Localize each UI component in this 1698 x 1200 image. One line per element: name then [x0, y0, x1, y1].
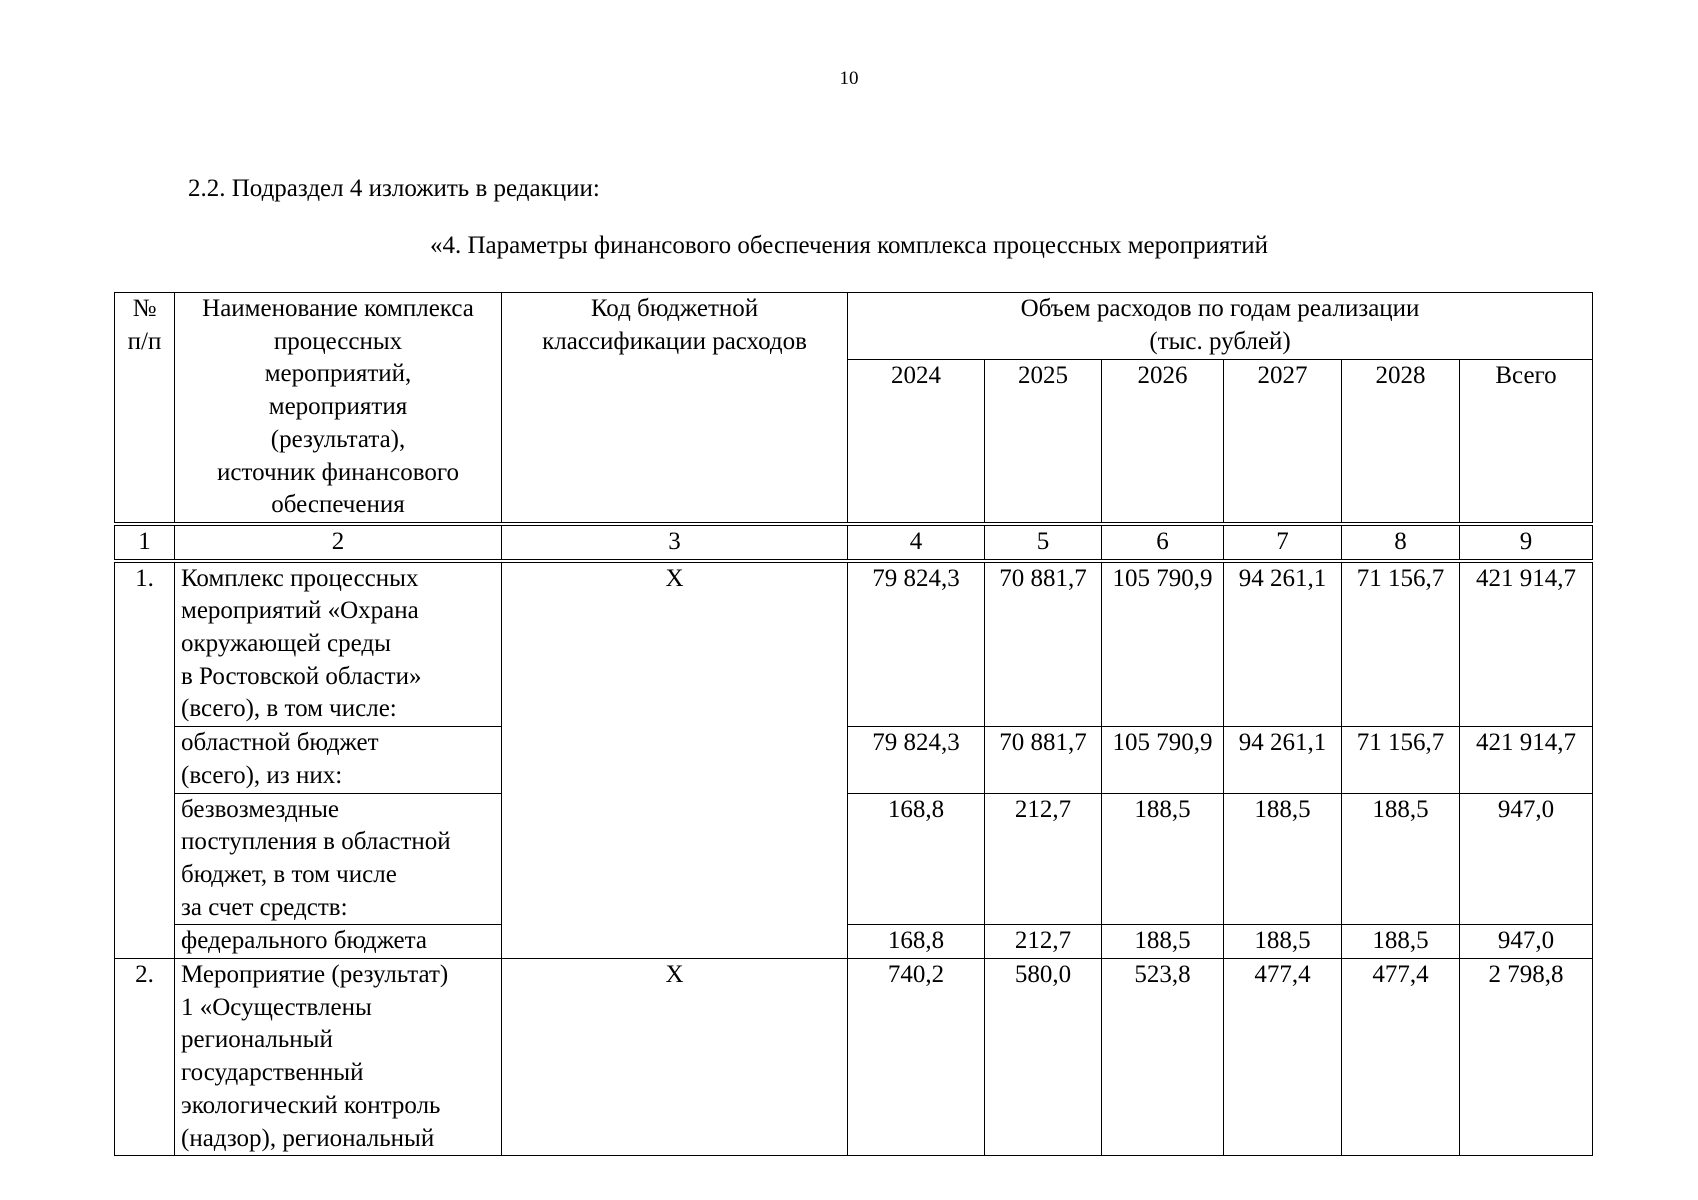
row-number: 2. [115, 959, 175, 1156]
row-label-line: областной бюджет [181, 729, 379, 757]
row-value: 947,0 [1460, 925, 1593, 959]
row-code: Х [502, 561, 848, 959]
header-year-2028: 2028 [1342, 359, 1460, 523]
header-year-2024: 2024 [848, 359, 985, 523]
row-value: 105 790,9 [1102, 561, 1224, 727]
column-number: 1 [115, 524, 175, 561]
row-value: 2 798,8 [1460, 959, 1593, 1156]
table-row [115, 925, 1593, 959]
row-label-line: поступления в областной [181, 828, 451, 856]
column-number: 7 [1224, 524, 1342, 561]
column-number: 3 [502, 524, 848, 561]
row-value: 70 881,7 [985, 561, 1102, 727]
row-value: 947,0 [1460, 793, 1593, 925]
row-value: 188,5 [1102, 793, 1224, 925]
row-label-line: государственный [181, 1059, 364, 1087]
row-code: Х [502, 959, 848, 1156]
row-value: 71 156,7 [1342, 561, 1460, 727]
row-value: 71 156,7 [1342, 727, 1460, 793]
row-value: 477,4 [1342, 959, 1460, 1156]
row-value: 212,7 [985, 925, 1102, 959]
column-number: 4 [848, 524, 985, 561]
row-label-line: (всего), в том числе: [181, 695, 397, 723]
column-number: 8 [1342, 524, 1460, 561]
row-value: 477,4 [1224, 959, 1342, 1156]
row-value: 188,5 [1342, 925, 1460, 959]
row-value: 79 824,3 [848, 727, 985, 793]
row-value: 740,2 [848, 959, 985, 1156]
row-value: 523,8 [1102, 959, 1224, 1156]
header-year-2026: 2026 [1102, 359, 1224, 523]
row-value: 188,5 [1224, 925, 1342, 959]
row-value: 188,5 [1102, 925, 1224, 959]
row-label-line: региональный [181, 1026, 333, 1054]
row-value: 168,8 [848, 925, 985, 959]
column-number: 5 [985, 524, 1102, 561]
row-number: 1. [115, 561, 175, 959]
page-number: 10 [839, 68, 859, 89]
table-row [115, 561, 1593, 727]
section-title: «4. Параметры финансового обеспечения комплекса процессных мероприятий [429, 232, 1269, 259]
column-number: 6 [1102, 524, 1224, 561]
column-number: 2 [175, 524, 502, 561]
row-label-line: за счет средств: [181, 893, 348, 921]
row-label-line: (всего), из них: [181, 761, 343, 789]
header-year-2027: 2027 [1224, 359, 1342, 523]
row-value: 188,5 [1224, 793, 1342, 925]
row-label [175, 959, 502, 1156]
row-value: 212,7 [985, 793, 1102, 925]
row-label-line: экологический контроль [181, 1091, 441, 1119]
row-label-line: Мероприятие (результат) [181, 961, 449, 989]
row-label-line: мероприятий «Охрана [181, 597, 419, 625]
header-volume: Объем расходов по годам реализации (тыс. рублей) [848, 293, 1593, 360]
row-label-line: в Ростовской области» [181, 662, 422, 690]
intro-paragraph: 2.2. Подраздел 4 изложить в редакции: [188, 175, 600, 202]
table-row [115, 959, 1593, 1156]
header-total: Всего [1460, 359, 1593, 523]
row-label-line: бюджет, в том числе [181, 860, 397, 888]
row-value: 94 261,1 [1224, 727, 1342, 793]
row-value: 79 824,3 [848, 561, 985, 727]
row-label [175, 925, 502, 959]
row-value: 421 914,7 [1460, 561, 1593, 727]
row-label-line: (надзор), региональный [181, 1124, 435, 1152]
row-value: 188,5 [1342, 793, 1460, 925]
row-label-line: безвозмездные [181, 795, 339, 823]
header-year-2025: 2025 [985, 359, 1102, 523]
header-row [115, 293, 1593, 360]
table-row [115, 793, 1593, 925]
row-value: 421 914,7 [1460, 727, 1593, 793]
row-label-line: окружающей среды [181, 630, 391, 658]
row-label-line: федерального бюджета [181, 927, 427, 955]
row-label [175, 727, 502, 793]
row-value: 94 261,1 [1224, 561, 1342, 727]
header-name: Наименование комплекса процессных мероприятий, мероприятия (результата), источник финансового обеспечения [175, 293, 502, 524]
financing-table [114, 292, 1593, 1156]
row-value: 70 881,7 [985, 727, 1102, 793]
row-value: 105 790,9 [1102, 727, 1224, 793]
row-label-line: 1 «Осуществлены [181, 993, 372, 1021]
table-row [115, 727, 1593, 793]
row-value: 580,0 [985, 959, 1102, 1156]
column-numbers-row [115, 524, 1593, 561]
row-label [175, 793, 502, 925]
row-value: 168,8 [848, 793, 985, 925]
header-num: № п/п [115, 293, 175, 524]
header-code: Код бюджетной классификации расходов [502, 293, 848, 524]
column-number: 9 [1460, 524, 1593, 561]
row-label-line: Комплекс процессных [181, 564, 419, 592]
row-label [175, 561, 502, 727]
